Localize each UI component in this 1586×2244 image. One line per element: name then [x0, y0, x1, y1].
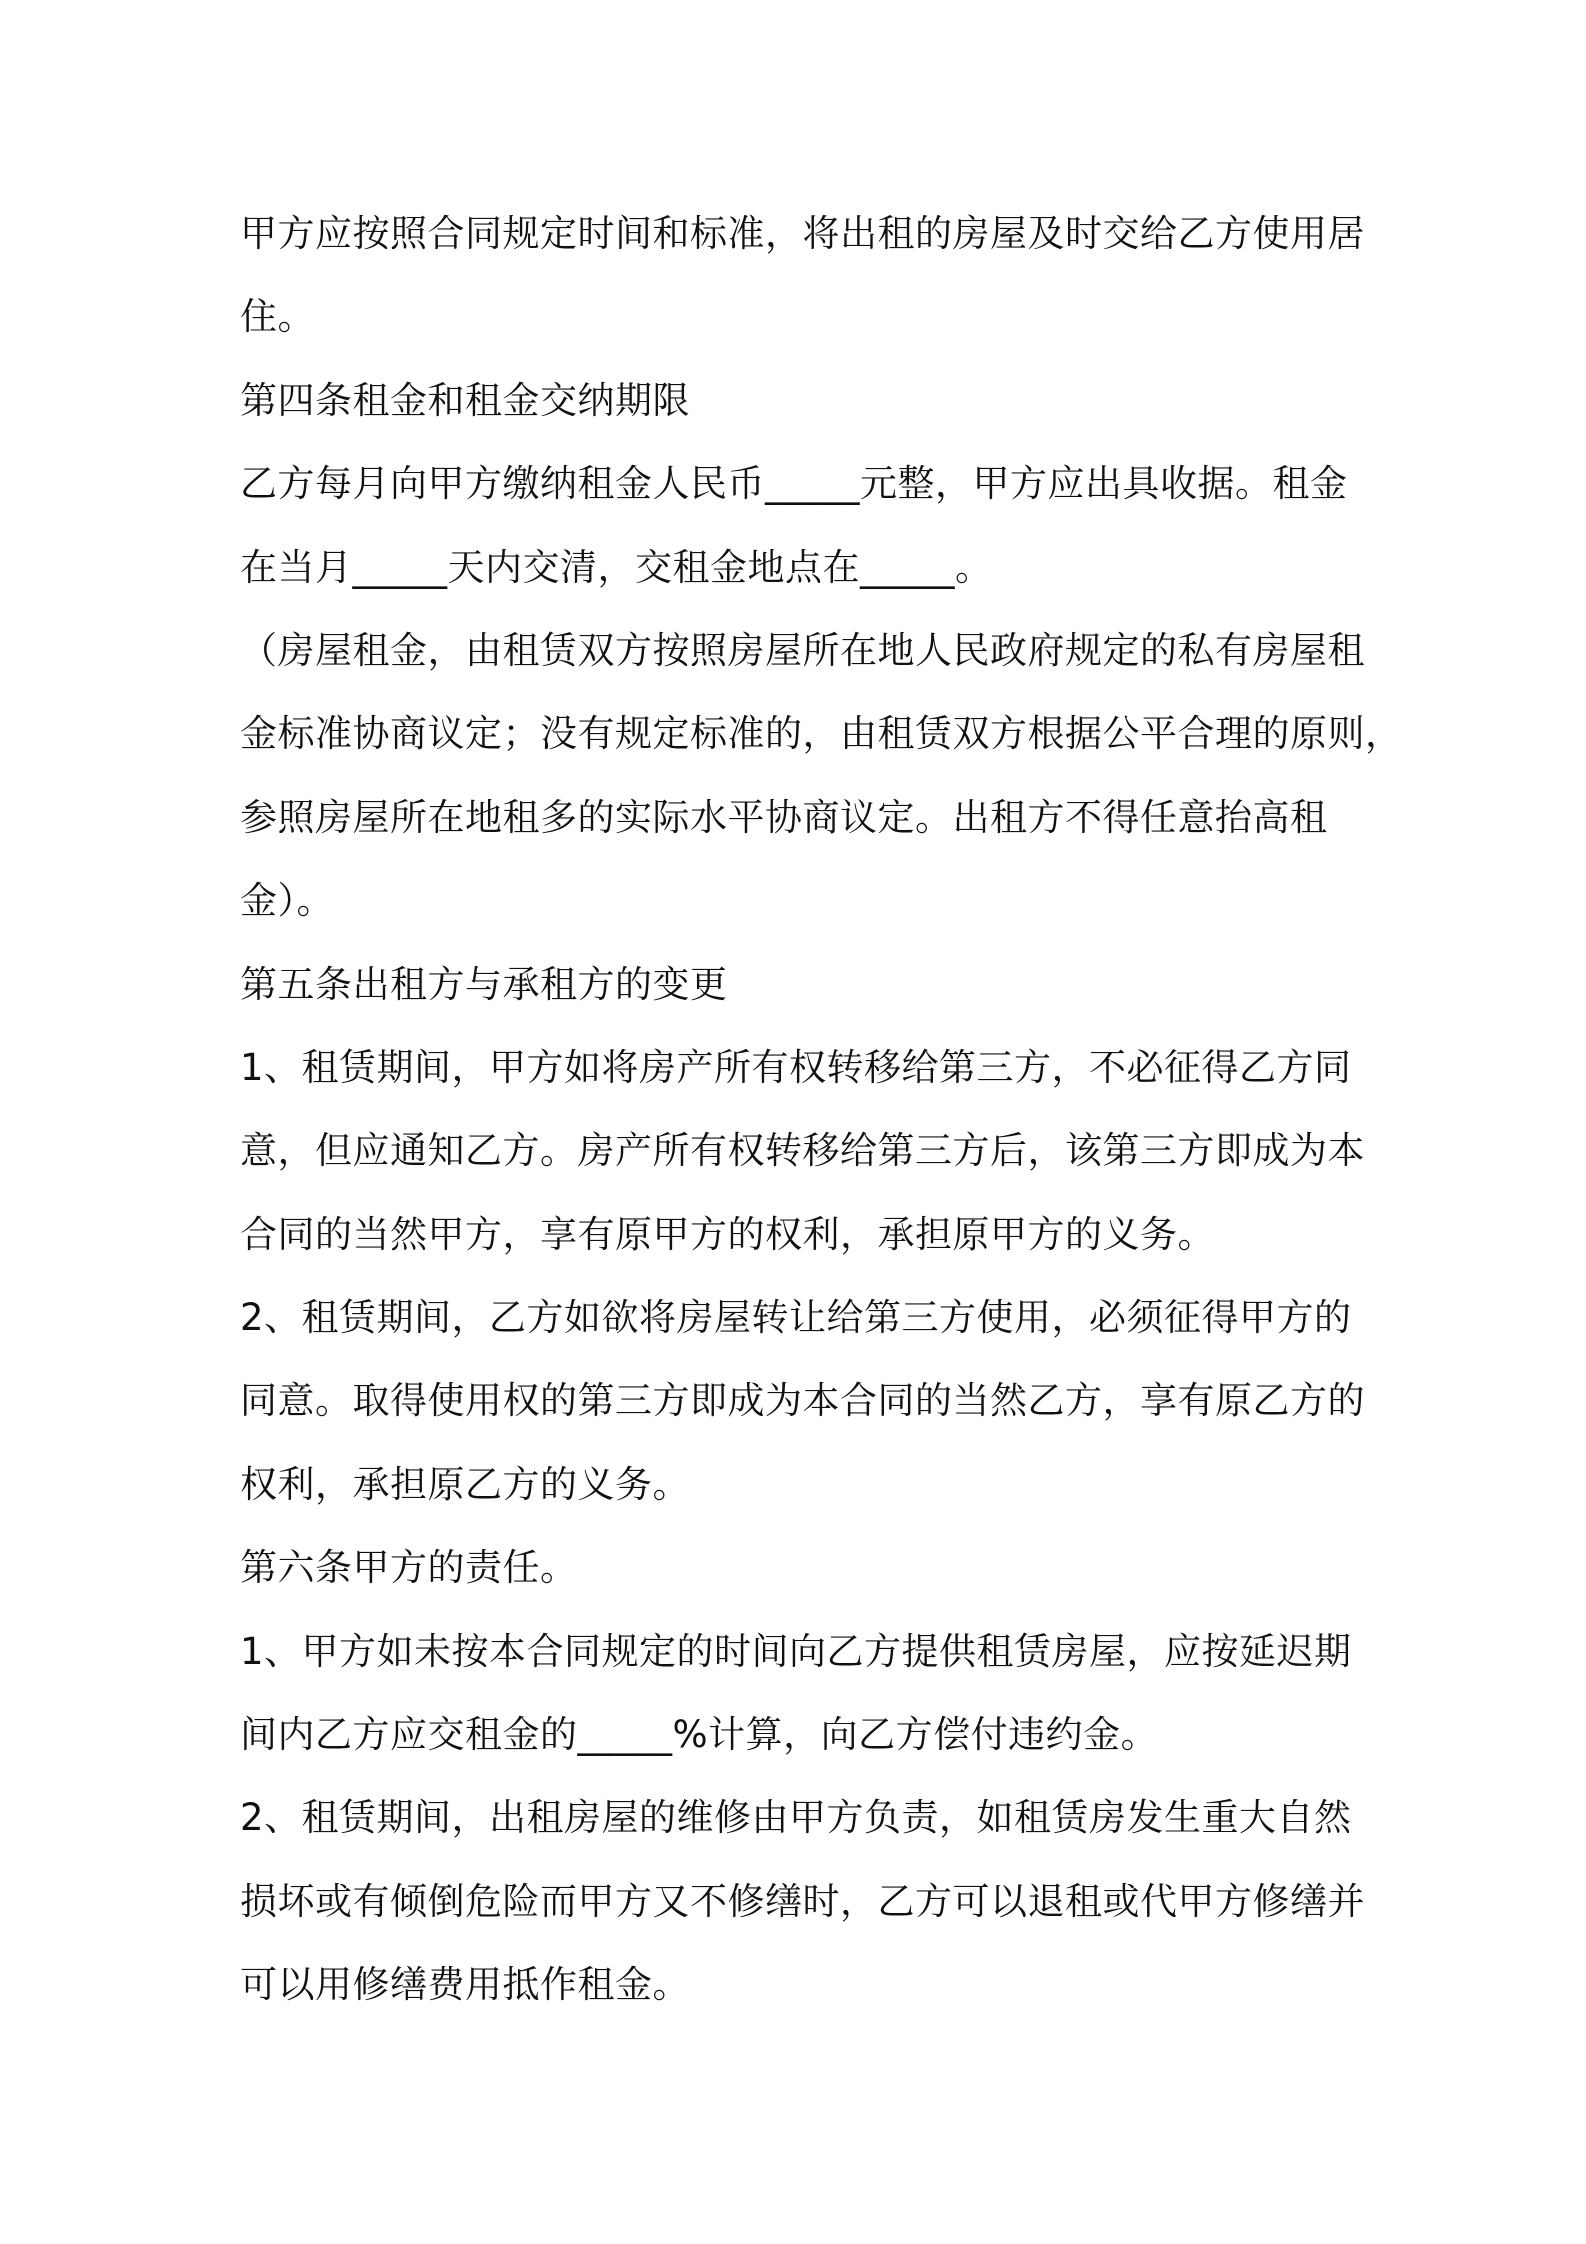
text-line: 2、租赁期间，出租房屋的维修由甲方负责，如租赁房发生重大自然: [240, 1796, 1352, 1840]
text-line: 2、租赁期间，乙方如欲将房屋转让给第三方使用，必须征得甲方的: [240, 1296, 1352, 1340]
text-line: （房屋租金，由租赁双方按照房屋所在地人民政府规定的私有房屋租: [240, 628, 1365, 672]
section-heading: 第六条甲方的责任。: [240, 1546, 578, 1590]
text-line: 间内乙方应交租金的_____%计算，向乙方偿付违约金。: [240, 1713, 1159, 1757]
text-line: 合同的当然甲方，享有原甲方的权利，承担原甲方的义务。: [240, 1212, 1215, 1256]
text-line: 1、租赁期间，甲方如将房产所有权转移给第三方，不必征得乙方同: [240, 1045, 1352, 1089]
text-line: 金）。: [240, 879, 334, 923]
text-line: 在当月_____天内交清，交租金地点在_____。: [240, 545, 993, 589]
text-line: 同意。取得使用权的第三方即成为本合同的当然乙方，享有原乙方的: [240, 1379, 1365, 1423]
text-line: 住。: [240, 295, 315, 339]
text-line: 金标准协商议定；没有规定标准的，由租赁双方根据公平合理的原则，: [240, 712, 1403, 756]
text-line: 权利，承担原乙方的义务。: [240, 1462, 690, 1506]
text-line: 损坏或有倾倒危险而甲方又不修缮时，乙方可以退租或代甲方修缮并: [240, 1879, 1365, 1923]
text-line: 1、甲方如未按本合同规定的时间向乙方提供租赁房屋，应按延迟期: [240, 1629, 1352, 1673]
section-heading: 第五条出租方与承租方的变更: [240, 962, 728, 1006]
text-line: 可以用修缮费用抵作租金。: [240, 1963, 690, 2007]
text-line: 甲方应按照合同规定时间和标准，将出租的房屋及时交给乙方使用居: [240, 212, 1365, 255]
section-heading: 第四条租金和租金交纳期限: [240, 378, 690, 422]
document-body: [240, 192, 1403, 2027]
text-line: 意，但应通知乙方。房产所有权转移给第三方后，该第三方即成为本: [240, 1129, 1365, 1173]
text-line: 乙方每月向甲方缴纳租金人民币_____元整，甲方应出具收据。租金: [240, 462, 1348, 506]
text-line: 参照房屋所在地租多的实际水平协商议定。出租方不得任意抬高租: [240, 795, 1328, 839]
